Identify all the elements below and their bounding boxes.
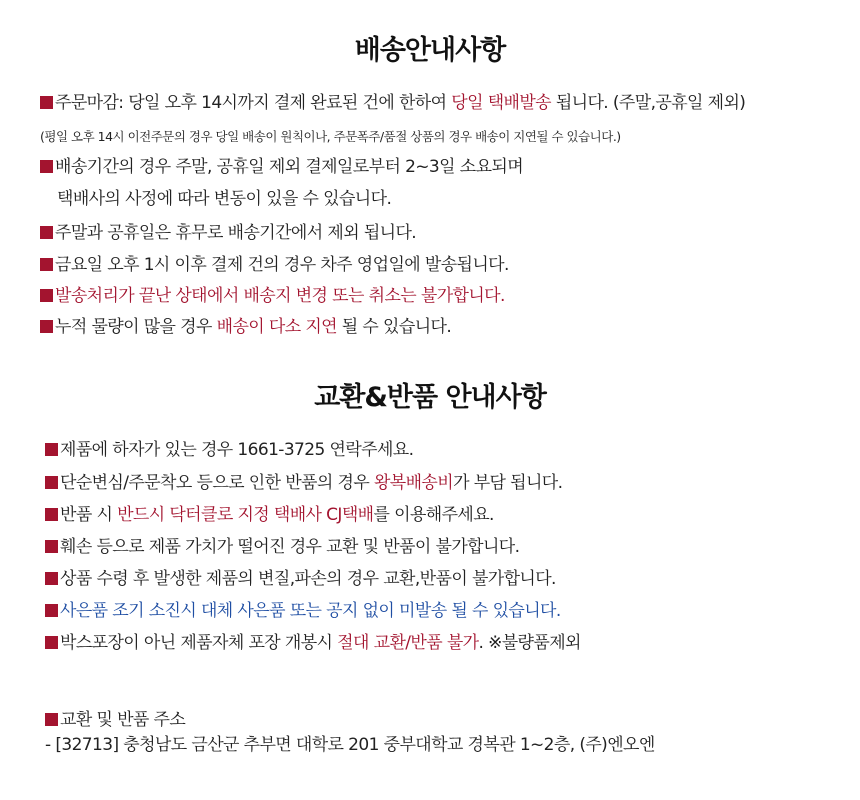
- bullet-icon: [40, 96, 53, 109]
- shipping-item-2-cont: 택배사의 사정에 따라 변동이 있을 수 있습니다.: [57, 189, 392, 209]
- shipping-item-6: 누적 물량이 많을 경우 배송이 다소 지연 될 수 있습니다.: [40, 316, 451, 338]
- returns-item-2: 단순변심/주문착오 등으로 인한 반품의 경우 왕복배송비가 부담 됩니다.: [45, 472, 562, 494]
- bullet-icon: [45, 636, 58, 649]
- returns-item-3: 반품 시 반드시 닥터클로 지정 택배사 CJ택배를 이용해주세요.: [45, 504, 494, 526]
- bullet-icon: [40, 320, 53, 333]
- returns-item-1: 제품에 하자가 있는 경우 1661-3725 연락주세요.: [45, 439, 413, 461]
- bullet-icon: [45, 604, 58, 617]
- bullet-icon: [45, 508, 58, 521]
- returns-item-5: 상품 수령 후 발생한 제품의 변질,파손의 경우 교환,반품이 불가합니다.: [45, 568, 556, 590]
- returns-item-4: 훼손 등으로 제품 가치가 떨어진 경우 교환 및 반품이 불가합니다.: [45, 536, 519, 558]
- bullet-icon: [40, 160, 53, 173]
- shipping-note: (평일 오후 14시 이전주문의 경우 당일 배송이 원칙이나, 주문폭주/품절 상품의 경우 배송이 지연될 수 있습니다.): [40, 129, 621, 144]
- bullet-icon: [45, 540, 58, 553]
- bullet-icon: [40, 258, 53, 271]
- shipping-item-3: 주말과 공휴일은 휴무로 배송기간에서 제외 됩니다.: [40, 222, 416, 244]
- bullet-icon: [45, 572, 58, 585]
- shipping-item-1: 주문마감: 당일 오후 14시까지 결제 완료된 건에 한하여 당일 택배발송 됩니다. (주말,공휴일 제외): [40, 92, 745, 114]
- shipping-title: 배송안내사항: [354, 35, 506, 66]
- bullet-icon: [45, 713, 58, 726]
- address-label: 교환 및 반품 주소: [45, 709, 185, 731]
- bullet-icon: [45, 476, 58, 489]
- bullet-icon: [40, 289, 53, 302]
- shipping-item-2: 배송기간의 경우 주말, 공휴일 제외 결제일로부터 2~3일 소요되며: [40, 156, 523, 178]
- bullet-icon: [45, 443, 58, 456]
- returns-item-7: 박스포장이 아닌 제품자체 포장 개봉시 절대 교환/반품 불가. ※불량품제외: [45, 632, 581, 654]
- returns-title: 교환&반품 안내사항: [314, 382, 546, 413]
- address-value: - [32713] 충청남도 금산군 추부면 대학로 201 중부대학교 경복관 1~2층, (주)엔오엔: [45, 735, 655, 755]
- shipping-item-4: 금요일 오후 1시 이후 결제 건의 경우 차주 영업일에 발송됩니다.: [40, 254, 509, 276]
- shipping-item-5: 발송처리가 끝난 상태에서 배송지 변경 또는 취소는 불가합니다.: [40, 285, 505, 307]
- bullet-icon: [40, 226, 53, 239]
- returns-item-6: 사은품 조기 소진시 대체 사은품 또는 공지 없이 미발송 될 수 있습니다.: [45, 600, 561, 622]
